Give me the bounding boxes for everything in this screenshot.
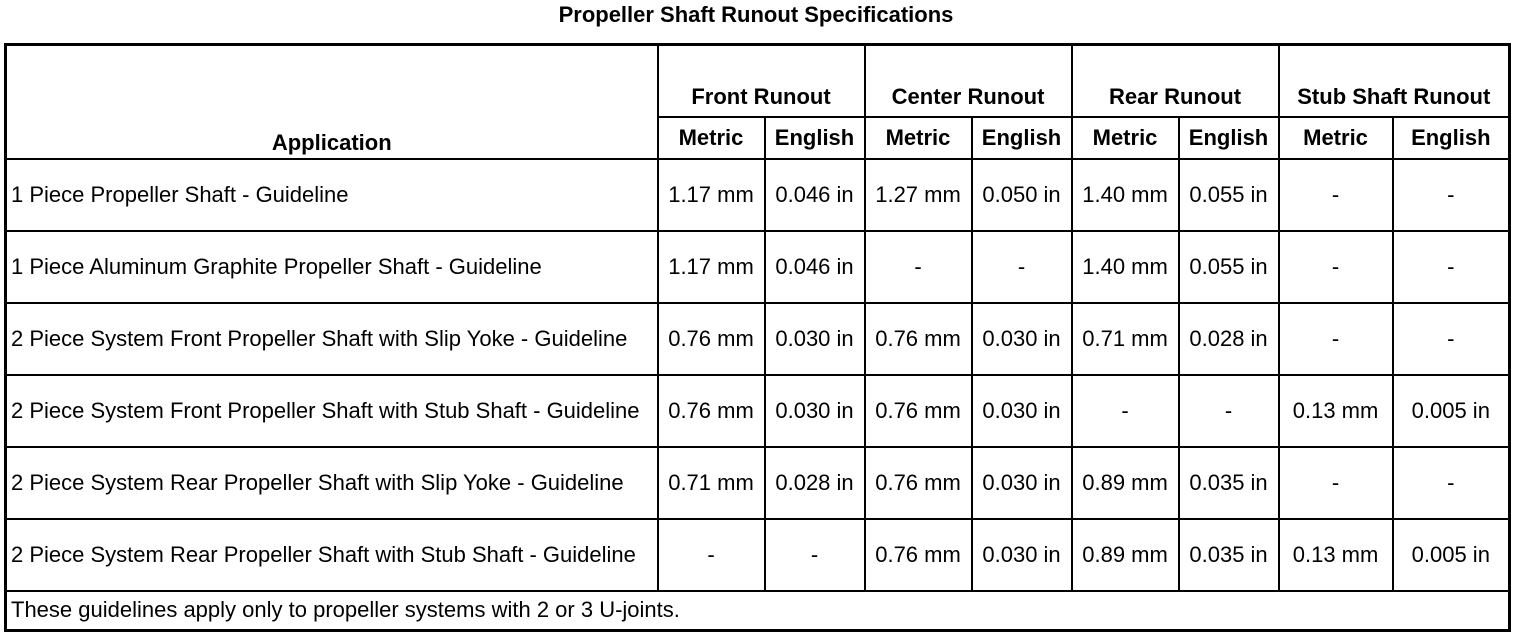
application-cell: 2 Piece System Rear Propeller Shaft with Slip Yoke - Guideline (6, 447, 658, 519)
table-row (6, 519, 1510, 591)
center-english-cell: 0.030 in (972, 375, 1072, 447)
footnote-row (6, 591, 1510, 631)
front-metric-cell: - (658, 519, 765, 591)
front-metric-cell: 1.17 mm (658, 231, 765, 303)
stub-english-cell: 0.005 in (1393, 375, 1510, 447)
front-metric-cell: 0.76 mm (658, 375, 765, 447)
application-header: Application (6, 45, 658, 159)
rear-metric-cell: 0.89 mm (1072, 519, 1179, 591)
front-english-cell: 0.030 in (765, 303, 865, 375)
rear-metric-cell: 1.40 mm (1072, 231, 1179, 303)
footnote: These guidelines apply only to propeller systems with 2 or 3 U-joints. (6, 591, 1510, 631)
center-runout-header: Center Runout (865, 45, 1072, 117)
rear-metric-cell: - (1072, 375, 1179, 447)
stub-english-header: English (1393, 117, 1510, 159)
center-english-header: English (972, 117, 1072, 159)
header-row-groups (6, 45, 1510, 117)
application-cell: 2 Piece System Front Propeller Shaft with Stub Shaft - Guideline (6, 375, 658, 447)
rear-metric-cell: 1.40 mm (1072, 159, 1179, 231)
front-metric-cell: 0.76 mm (658, 303, 765, 375)
center-english-cell: 0.030 in (972, 447, 1072, 519)
application-cell: 1 Piece Propeller Shaft - Guideline (6, 159, 658, 231)
rear-english-header: English (1179, 117, 1279, 159)
stub-metric-cell: - (1279, 231, 1393, 303)
stub-english-cell: - (1393, 231, 1510, 303)
center-metric-cell: 0.76 mm (865, 519, 972, 591)
rear-english-cell: 0.055 in (1179, 231, 1279, 303)
center-metric-cell: 0.76 mm (865, 303, 972, 375)
rear-english-cell: - (1179, 375, 1279, 447)
center-english-cell: - (972, 231, 1072, 303)
rear-metric-cell: 0.71 mm (1072, 303, 1179, 375)
table-row (6, 159, 1510, 231)
stub-english-cell: - (1393, 447, 1510, 519)
stub-metric-cell: 0.13 mm (1279, 519, 1393, 591)
stub-english-cell: - (1393, 159, 1510, 231)
front-metric-cell: 0.71 mm (658, 447, 765, 519)
center-english-cell: 0.030 in (972, 303, 1072, 375)
center-metric-cell: 0.76 mm (865, 375, 972, 447)
rear-english-cell: 0.028 in (1179, 303, 1279, 375)
front-metric-cell: 1.17 mm (658, 159, 765, 231)
rear-english-cell: 0.055 in (1179, 159, 1279, 231)
rear-metric-cell: 0.89 mm (1072, 447, 1179, 519)
front-metric-header: Metric (658, 117, 765, 159)
rear-english-cell: 0.035 in (1179, 519, 1279, 591)
page-title: Propeller Shaft Runout Specifications (558, 2, 954, 27)
stub-metric-header: Metric (1279, 117, 1393, 159)
application-cell: 2 Piece System Rear Propeller Shaft with Stub Shaft - Guideline (6, 519, 658, 591)
table-row (6, 375, 1510, 447)
front-runout-header: Front Runout (658, 45, 865, 117)
rear-metric-header: Metric (1072, 117, 1179, 159)
rear-english-cell: 0.035 in (1179, 447, 1279, 519)
front-english-cell: 0.046 in (765, 231, 865, 303)
table-row (6, 231, 1510, 303)
center-metric-cell: - (865, 231, 972, 303)
stub-english-cell: - (1393, 303, 1510, 375)
front-english-cell: 0.030 in (765, 375, 865, 447)
front-english-cell: - (765, 519, 865, 591)
application-cell: 2 Piece System Front Propeller Shaft with Slip Yoke - Guideline (6, 303, 658, 375)
stub-metric-cell: 0.13 mm (1279, 375, 1393, 447)
stub-metric-cell: - (1279, 303, 1393, 375)
center-metric-header: Metric (865, 117, 972, 159)
center-metric-cell: 0.76 mm (865, 447, 972, 519)
front-english-cell: 0.046 in (765, 159, 865, 231)
center-metric-cell: 1.27 mm (865, 159, 972, 231)
table-row (6, 447, 1510, 519)
front-english-cell: 0.028 in (765, 447, 865, 519)
stub-shaft-runout-header: Stub Shaft Runout (1279, 45, 1510, 117)
application-cell: 1 Piece Aluminum Graphite Propeller Shaft - Guideline (6, 231, 658, 303)
rear-runout-header: Rear Runout (1072, 45, 1279, 117)
front-english-header: English (765, 117, 865, 159)
center-english-cell: 0.030 in (972, 519, 1072, 591)
center-english-cell: 0.050 in (972, 159, 1072, 231)
stub-english-cell: 0.005 in (1393, 519, 1510, 591)
stub-metric-cell: - (1279, 159, 1393, 231)
runout-spec-table (4, 43, 1511, 632)
stub-metric-cell: - (1279, 447, 1393, 519)
table-row (6, 303, 1510, 375)
